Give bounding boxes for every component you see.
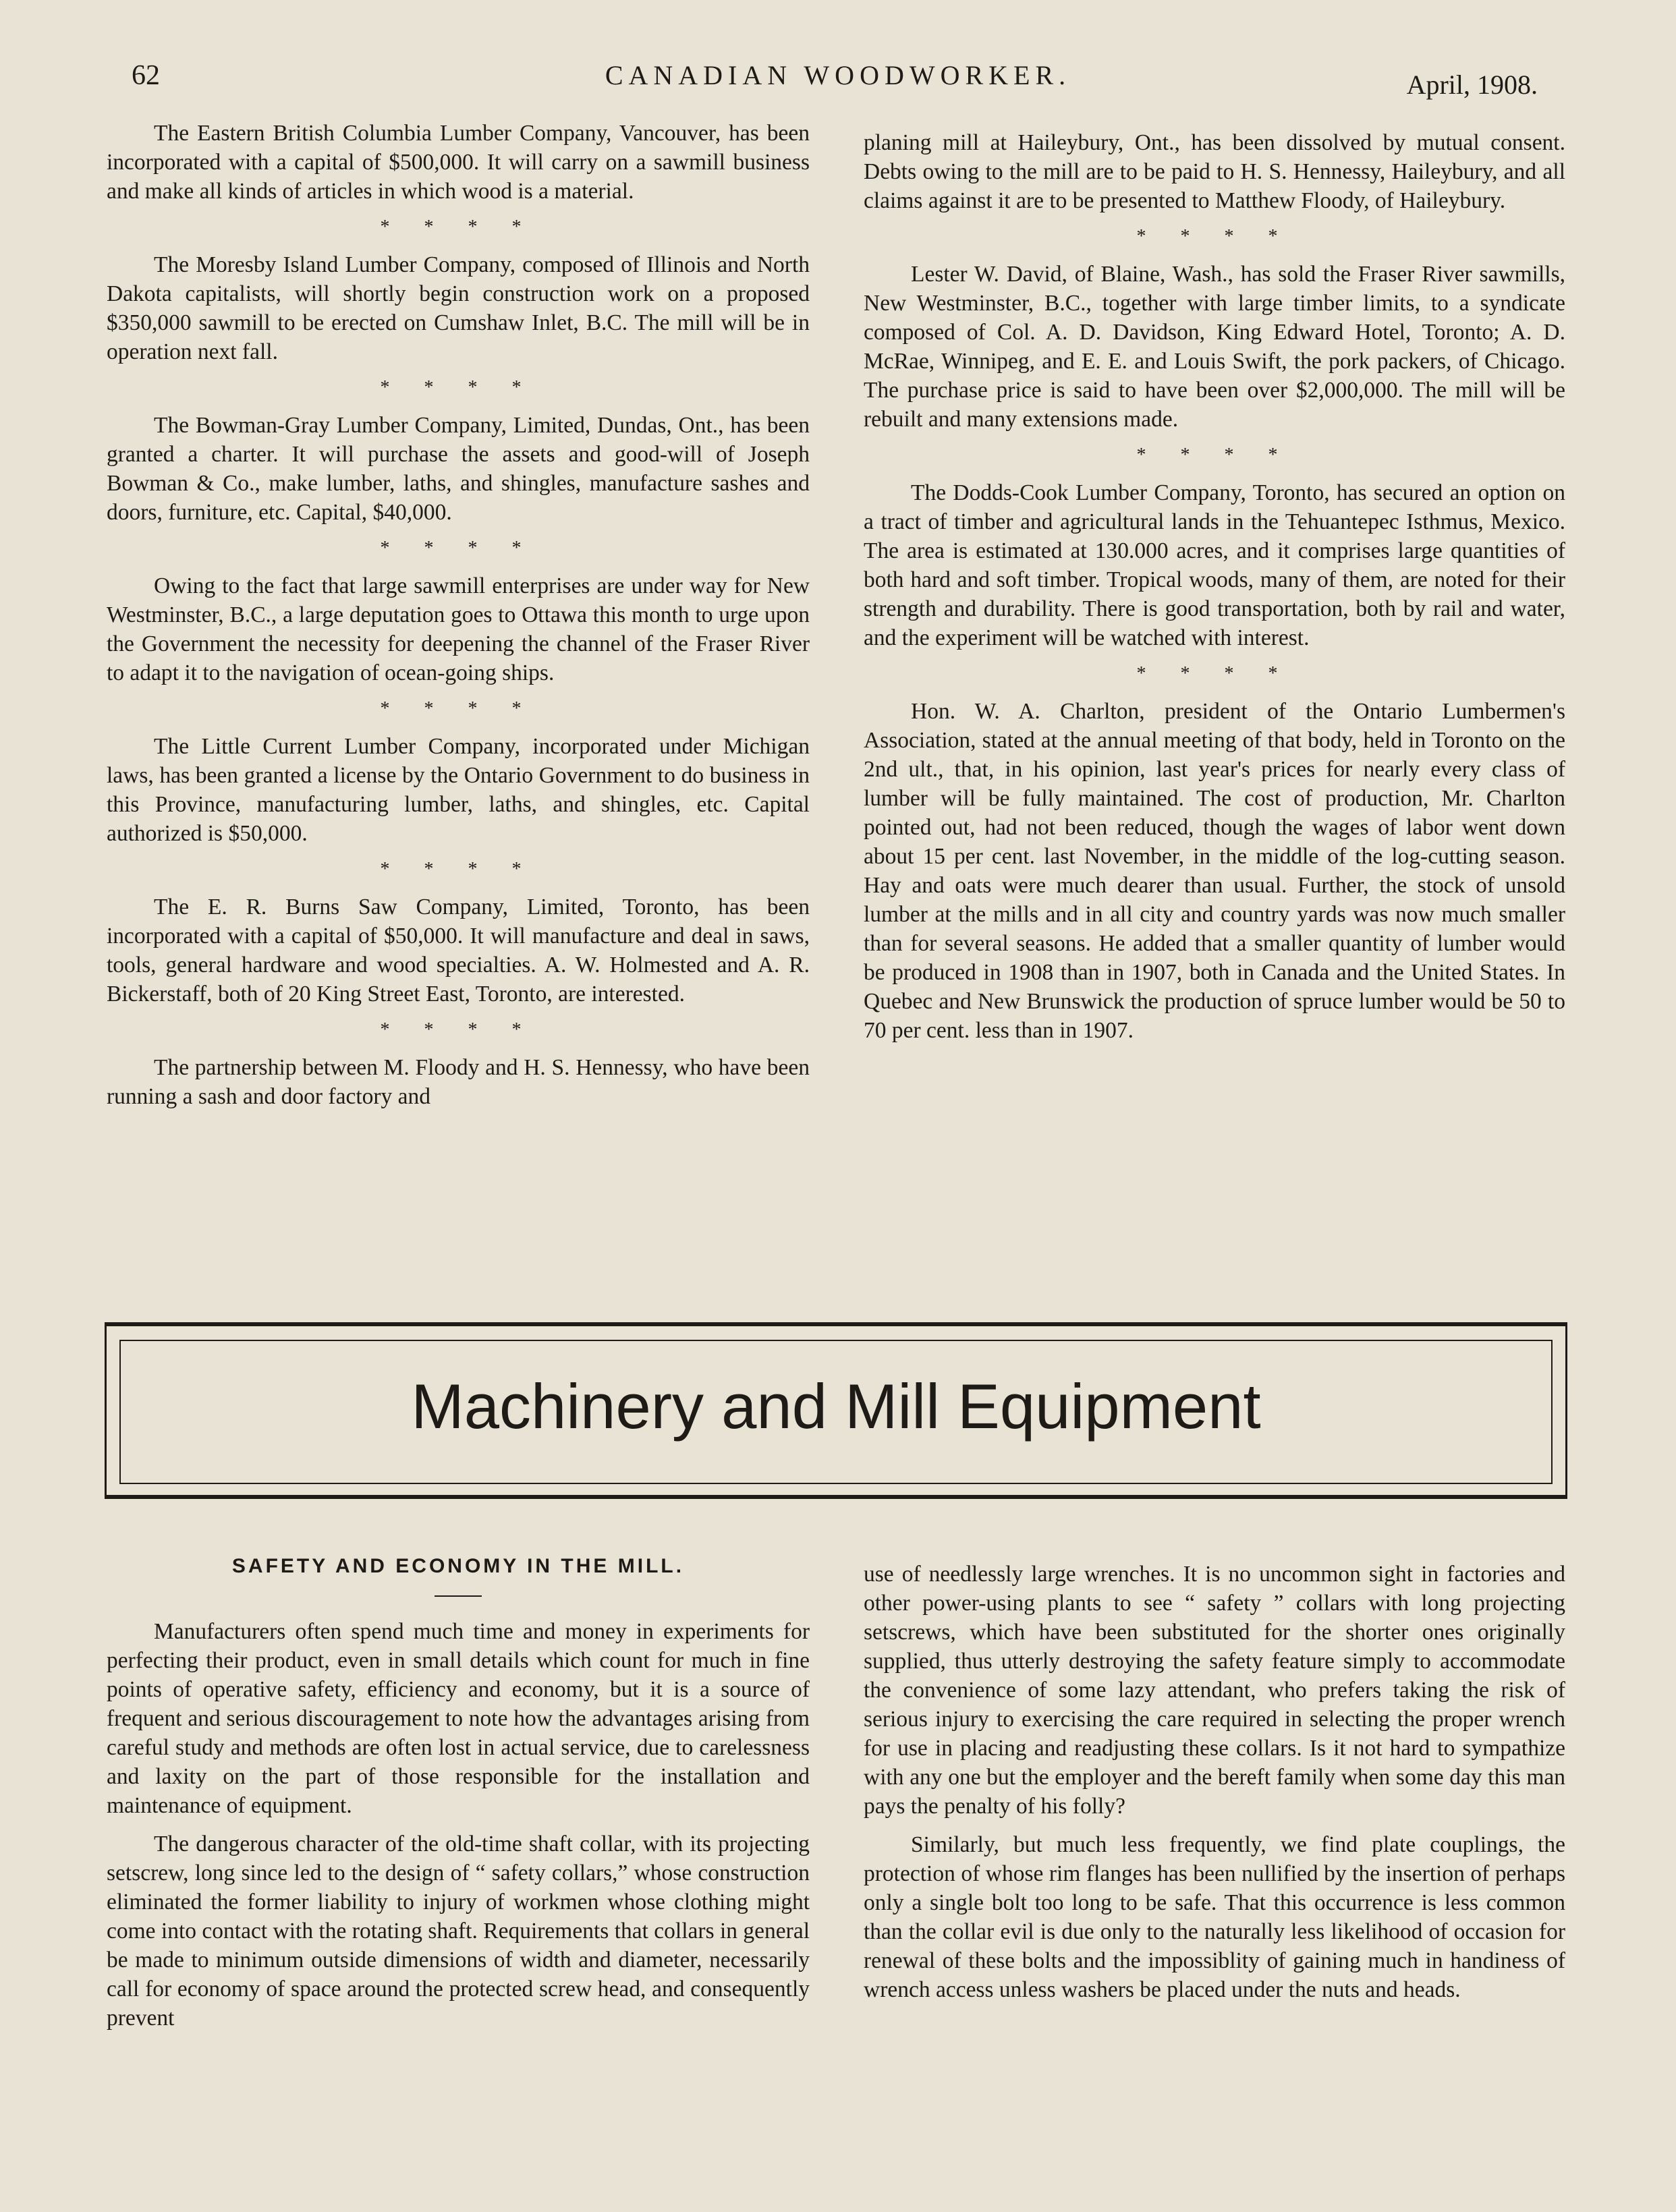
page-header xyxy=(0,59,1676,100)
separator-stars: * * * * xyxy=(380,698,536,719)
article-paragraph: The dangerous character of the old-time shaft collar, with its projecting setscrew, long since led to the design of “ safety collars,” whose construction eliminated the former liability to injury of workmen whose clothing might come into contact with the rotating shaft. Requirements that collars in general be made to minimum outside dimensions of width and diameter, necessarily call for economy of space around the protected screw head, and consequently prevent xyxy=(107,1832,810,2031)
news-item: The Bowman-Gray Lumber Company, Limited, Dundas, Ont., has been granted a charter. It will purchase the assets and good-will of Joseph Bowman & Co., make lumber, laths, and shingles, manufacture sashes and doors, furniture, etc. Capital, $40,000. xyxy=(107,413,810,525)
heading-rule xyxy=(435,1595,482,1597)
article-heading: SAFETY AND ECONOMY IN THE MILL. xyxy=(231,1555,685,1577)
news-item-continued: planing mill at Haileybury, Ont., has been dissolved by mutual consent. Debts owing to the mill are to be paid to H. S. Hennessy, Haileybury, and all claims against it are to be presented to Matthew Floody, of Haileybury. xyxy=(864,130,1565,213)
news-item: The partnership between M. Floody and H. S. Hennessy, who have been running a sash and door factory and xyxy=(107,1055,810,1109)
news-item: The Eastern British Columbia Lumber Company, Vancouver, has been incorporated with a capital of $500,000. It will carry on a sawmill business and make all kinds of articles in which wood is a material. xyxy=(107,121,810,204)
news-item: Owing to the fact that large sawmill enterprises are under way for New Westminster, B.C., a large deputation goes to Ottawa this month to urge upon the Government the necessity for deepening the channel of the Fraser River to adapt it to the navigation of ocean-going ships. xyxy=(107,573,810,685)
separator-stars: * * * * xyxy=(1136,663,1293,684)
separator-stars: * * * * xyxy=(380,859,536,880)
separator-stars: * * * * xyxy=(380,377,536,398)
news-item: Hon. W. A. Charlton, president of the Ontario Lumbermen's Association, stated at the annual meeting of that body, held in Toronto on the 2nd ult., that, in his opinion, last year's prices for nearly every class of lumber will be fully maintained. The cost of production, Mr. Charlton pointed out, had not been reduced, though the wages of labor went down about 15 per cent. last November, in the middle of the log-cutting season. Hay and oats were much dearer than usual. Further, the stock of unsold lumber at the mills and in all city and country yards was now much smaller than for several seasons. He added that a smaller quantity of lumber would be produced in 1908 than in 1907, both in Canada and the United States. In Quebec and New Brunswick the production of spruce lumber would be 50 to 70 per cent. less than in 1907. xyxy=(864,699,1565,1043)
article-paragraph-continued: use of needlessly large wrenches. It is no uncommon sight in factories and other power-using plants to see “ safety ” collars with long projecting setscrews, which have been substituted for the shorter ones originally supplied, thus utterly destroying the safety feature simply to accommodate the convenience of some lazy attendant, who prefers taking the risk of serious injury to exercising the care required in selecting the proper wrench for use in placing and readjusting these collars. Is it not hard to sympathize with any one but the employer and the bereft family when some day this man pays the penalty of his folly? xyxy=(864,1562,1565,1819)
separator-stars: * * * * xyxy=(380,538,536,559)
news-item: The Moresby Island Lumber Company, composed of Illinois and North Dakota capitalists, will shortly begin construction work on a proposed $350,000 sawmill to be erected on Cumshaw Inlet, B.C. The mill will be in operation next fall. xyxy=(107,252,810,364)
separator-stars: * * * * xyxy=(1136,226,1293,247)
news-item: The E. R. Burns Saw Company, Limited, Toronto, has been incorporated with a capital of $50,000. It will manufacture and deal in saws, tools, general hardware and wood specialties. A. W. Holmested and A. R. Bickerstaff, both of 20 King Street East, Toronto, are interested. xyxy=(107,895,810,1006)
running-head: CANADIAN WOODWORKER. xyxy=(605,60,1071,90)
bottom-right-column xyxy=(864,1560,1565,2004)
section-banner xyxy=(105,1322,1567,1499)
news-item: The Little Current Lumber Company, incorporated under Michigan laws, has been granted a license by the Ontario Government to do business in this Province, manufacturing lumber, laths, and shingles, etc. Capital authorized is $50,000. xyxy=(107,734,810,846)
article-paragraph: Manufacturers often spend much time and money in experiments for perfecting their product, even in small details which count for much in fine points of operative safety, efficiency and economy, but it is a source of frequent and serious discouragement to note how the advantages arising from careful study and methods are often lost in actual service, due to carelessness and laxity on the part of those responsible for the installation and maintenance of equipment. xyxy=(107,1619,810,1818)
top-left-column xyxy=(107,119,810,1111)
news-item: The Dodds-Cook Lumber Company, Toronto, has secured an option on a tract of timber and agricultural lands in the Tehuantepec Isthmus, Mexico. The area is estimated at 130.000 acres, and it comprises large quantities of both hard and soft timber. Tropical woods, many of them, are noted for their strength and durability. There is good transportation, both by rail and water, and the experiment will be watched with interest. xyxy=(864,480,1565,650)
issue-date: April, 1908. xyxy=(1406,69,1538,100)
separator-stars: * * * * xyxy=(1136,445,1293,465)
article-paragraph: Similarly, but much less frequently, we find plate couplings, the protection of whose rim flanges has been nullified by the insertion of perhaps only a single bolt too long to be safe. That this occurrence is less common than the collar evil is due only to the naturally less likelihood of occasion for renewal of these bolts and the impossiblity of gaining much in handiness of wrench access unless washers be placed under the nuts and heads. xyxy=(864,1832,1565,2002)
section-title: Machinery and Mill Equipment xyxy=(411,1371,1261,1442)
page-number: 62 xyxy=(132,60,160,91)
separator-stars: * * * * xyxy=(380,1019,536,1040)
separator-stars: * * * * xyxy=(380,217,536,237)
bottom-left-column xyxy=(107,1552,810,2033)
top-right-column xyxy=(864,128,1565,1045)
news-item: Lester W. David, of Blaine, Wash., has sold the Fraser River sawmills, New Westminster, B.C., together with large timber limits, to a syndicate composed of Col. A. D. Davidson, King Edward Hotel, Toronto; A. D. McRae, Winnipeg, and E. E. and Louis Swift, the pork packers, of Chicago. The purchase price is said to have been over $2,000,000. The mill will be rebuilt and many extensions made. xyxy=(864,262,1565,432)
